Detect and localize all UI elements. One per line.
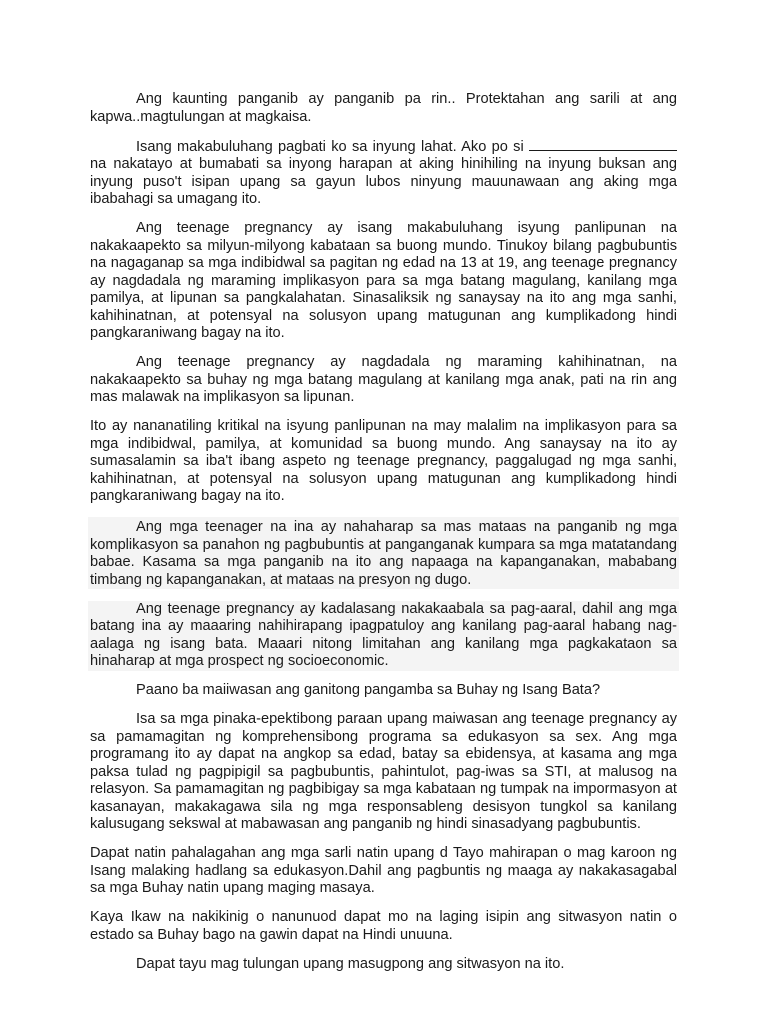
greeting-text-start: Isang makabuluhang pagbati ko sa inyung lahat. Ako po si	[136, 138, 524, 155]
paragraph-intro: Ang kaunting panganib ay panganib pa rin.. Protektahan ang sarili at ang kapwa..magtulungan at magkaisa.	[90, 91, 677, 125]
paragraph-education-impact: Ang teenage pregnancy ay kadalasang nakakaabala sa pag-aaral, dahil ang mga batang ina ay maaaring nahihirapang ipagpatuloy ang kanilang pag-aaral habang nag-aalaga ng isang bata. Maaari nitong limitahan ang kanilang mga pagkakataon sa hinaharap at mga prospect ng socioeconomic.	[90, 600, 677, 669]
name-blank-line	[529, 138, 677, 151]
paragraph-definition: Ang teenage pregnancy ay isang makabuluhang isyung panlipunan na nakakaapekto sa milyun-milyong kabataan sa buong mundo. Tinukoy bilang pagbubuntis na nagaganap sa mga indibidwal sa pagitan ng edad na 13 at 19, ang teenage pregnancy ay nagdadala ng maraming implikasyon para sa mga batang magulang, kanilang mga pamilya, at lipunan sa pangkalahatan. Sinasaliksik ng sanaysay na ito ang mga sanhi, kahihinatnan, at potensyal na solusyon upang matugunan ang kumplikadong hindi pangkaraniwang bagay na ito.	[90, 220, 677, 341]
paragraph-sex-education: Isa sa mga pinaka-epektibong paraan upang maiwasan ang teenage pregnancy ay sa pamamagitan ng komprehensibong programa sa edukasyon sa sex. Ang mga programang ito ay dapat na angkop sa edad, batay sa ebidensya, at kasama ang mga paksa tulad ng pagpipigil sa pagbubuntis, pahintulot, pag-iwas sa STI, at malusog na relasyon. Sa pamamagitan ng pagbibigay sa mga kabataan ng tumpak na impormasyon at kasanayan, makakagawa sila ng mga responsableng desisyon tungkol sa kanilang kalusugang sekswal at mabawasan ang panganib ng hindi sinasadyang pagbubuntis.	[90, 711, 677, 832]
greeting-text-end: na nakatayo at bumabati sa inyong harapan at aking hinihiling na inyung buksan ang inyung puso't isipan upang sa gayun lubos ninyung mauunawaan ang aking mga ibabahagi sa umagang ito.	[90, 156, 677, 207]
paragraph-greeting	[90, 138, 677, 209]
paragraph-value-self: Dapat natin pahalagahan ang mga sarli natin upang d Tayo mahirapan o mag karoon ng Isang malaking hadlang sa edukasyon.Dahil ang pagbuntis ng maaga ay nakakasagabal sa mga Buhay natin upang maging masaya.	[90, 845, 677, 896]
paragraph-closing: Dapat tayu mag tulungan upang masugpong ang sitwasyon na ito.	[136, 955, 565, 972]
paragraph-health-risks: Ang mga teenager na ina ay nahaharap sa mas mataas na panganib ng mga komplikasyon sa panahon ng pagbubuntis at panganganak kumpara sa mga matatandang babae. Kasama sa mga panganib na ito ang napaaga na kapanganakan, mababang timbang ng kapanganakan, at mataas na presyon ng dugo.	[90, 519, 677, 588]
paragraph-listener: Kaya Ikaw na nakikinig o nanunuod dapat mo na laging isipin ang sitwasyon natin o estado sa Buhay bago na gawin dapat na Hindi unuuna.	[90, 909, 677, 943]
paragraph-consequences: Ang teenage pregnancy ay nagdadala ng maraming kahihinatnan, na nakakaapekto sa buhay ng mga batang magulang at kanilang mga anak, pati na rin ang mas malawak na implikasyon sa lipunan.	[90, 354, 677, 405]
document-page	[90, 91, 677, 985]
paragraph-question: Paano ba maiiwasan ang ganitong pangamba sa Buhay ng Isang Bata?	[136, 682, 601, 698]
paragraph-critical-issue: Ito ay nananatiling kritikal na isyung panlipunan na may malalim na implikasyon para sa mga indibidwal, pamilya, at komunidad sa buong mundo. Ang sanaysay na ito ay sumasalamin sa iba't ibang aspeto ng teenage pregnancy, paggalugad ng mga sanhi, kahihinatnan, at potensyal na solusyon upang matugunan ang kumplikadong hindi pangkaraniwang bagay na ito.	[90, 418, 677, 504]
